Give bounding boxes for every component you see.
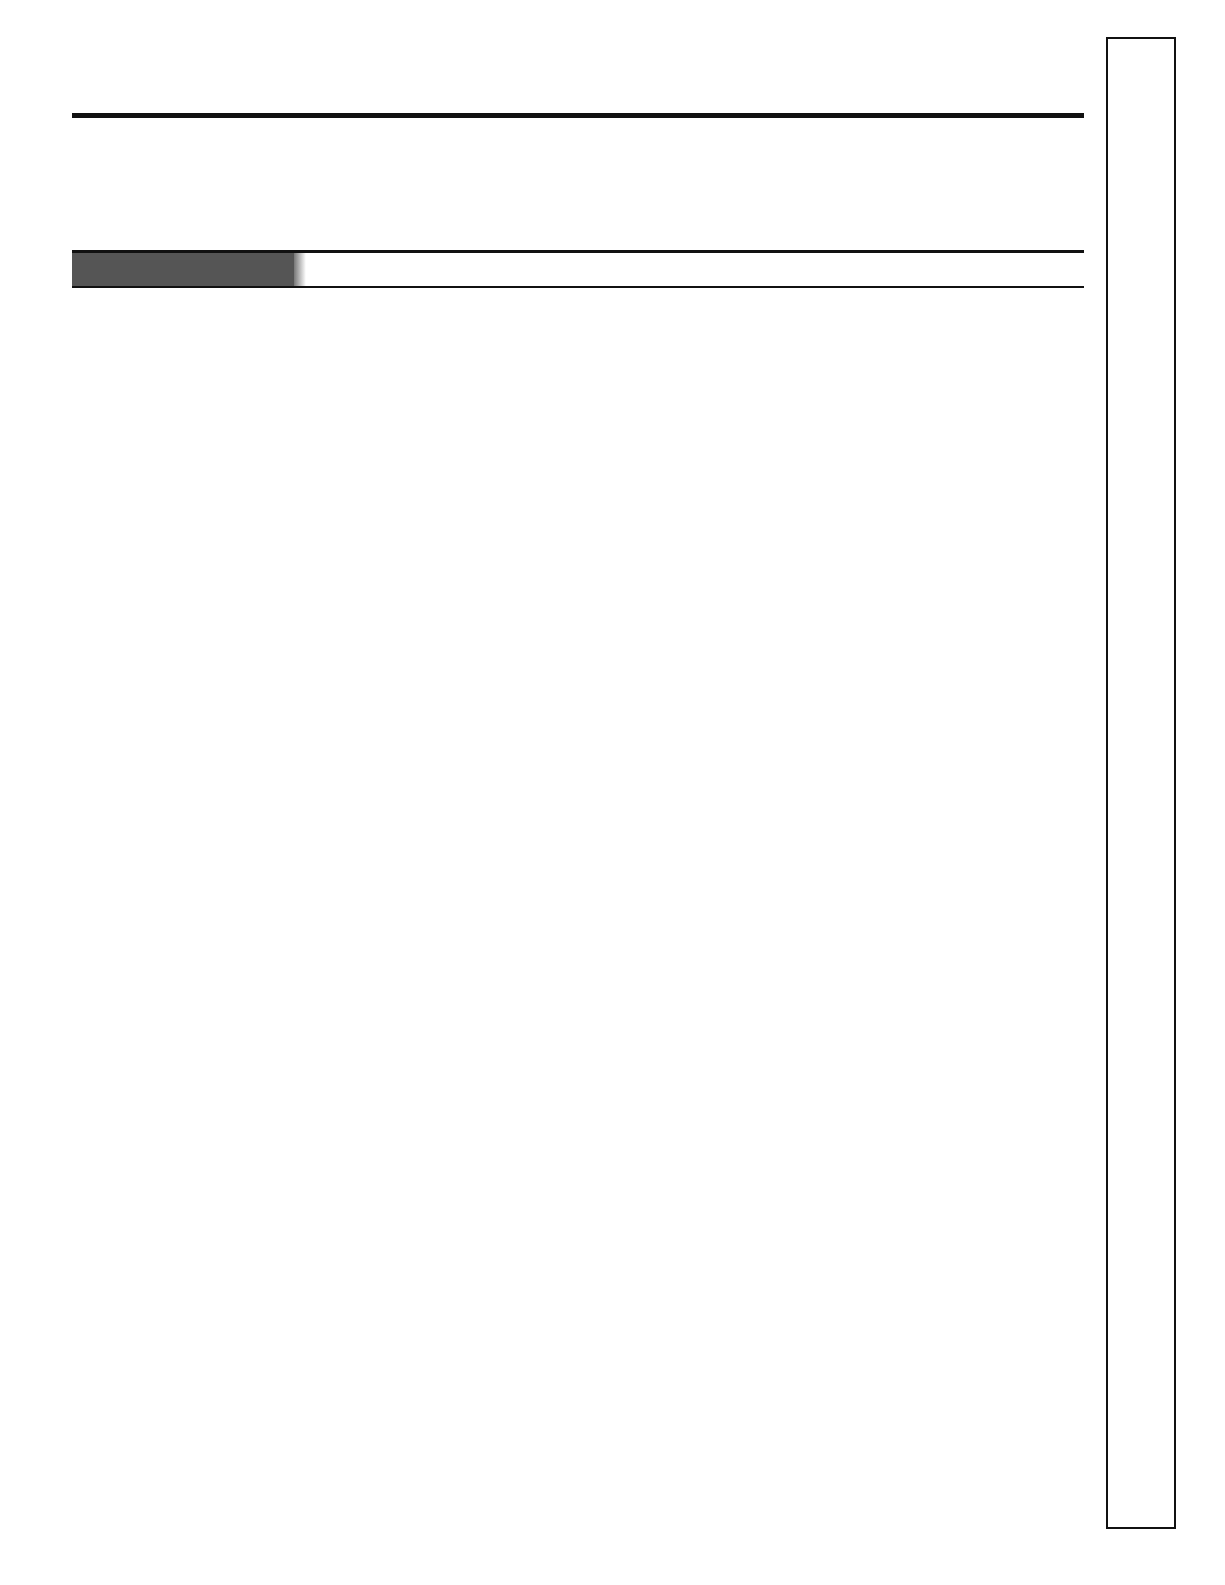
troubleshooting-table	[72, 250, 1084, 288]
header-rule	[72, 113, 1084, 118]
table-header	[72, 250, 1084, 288]
column-problem	[72, 253, 294, 286]
section-tabs	[1106, 37, 1176, 1529]
